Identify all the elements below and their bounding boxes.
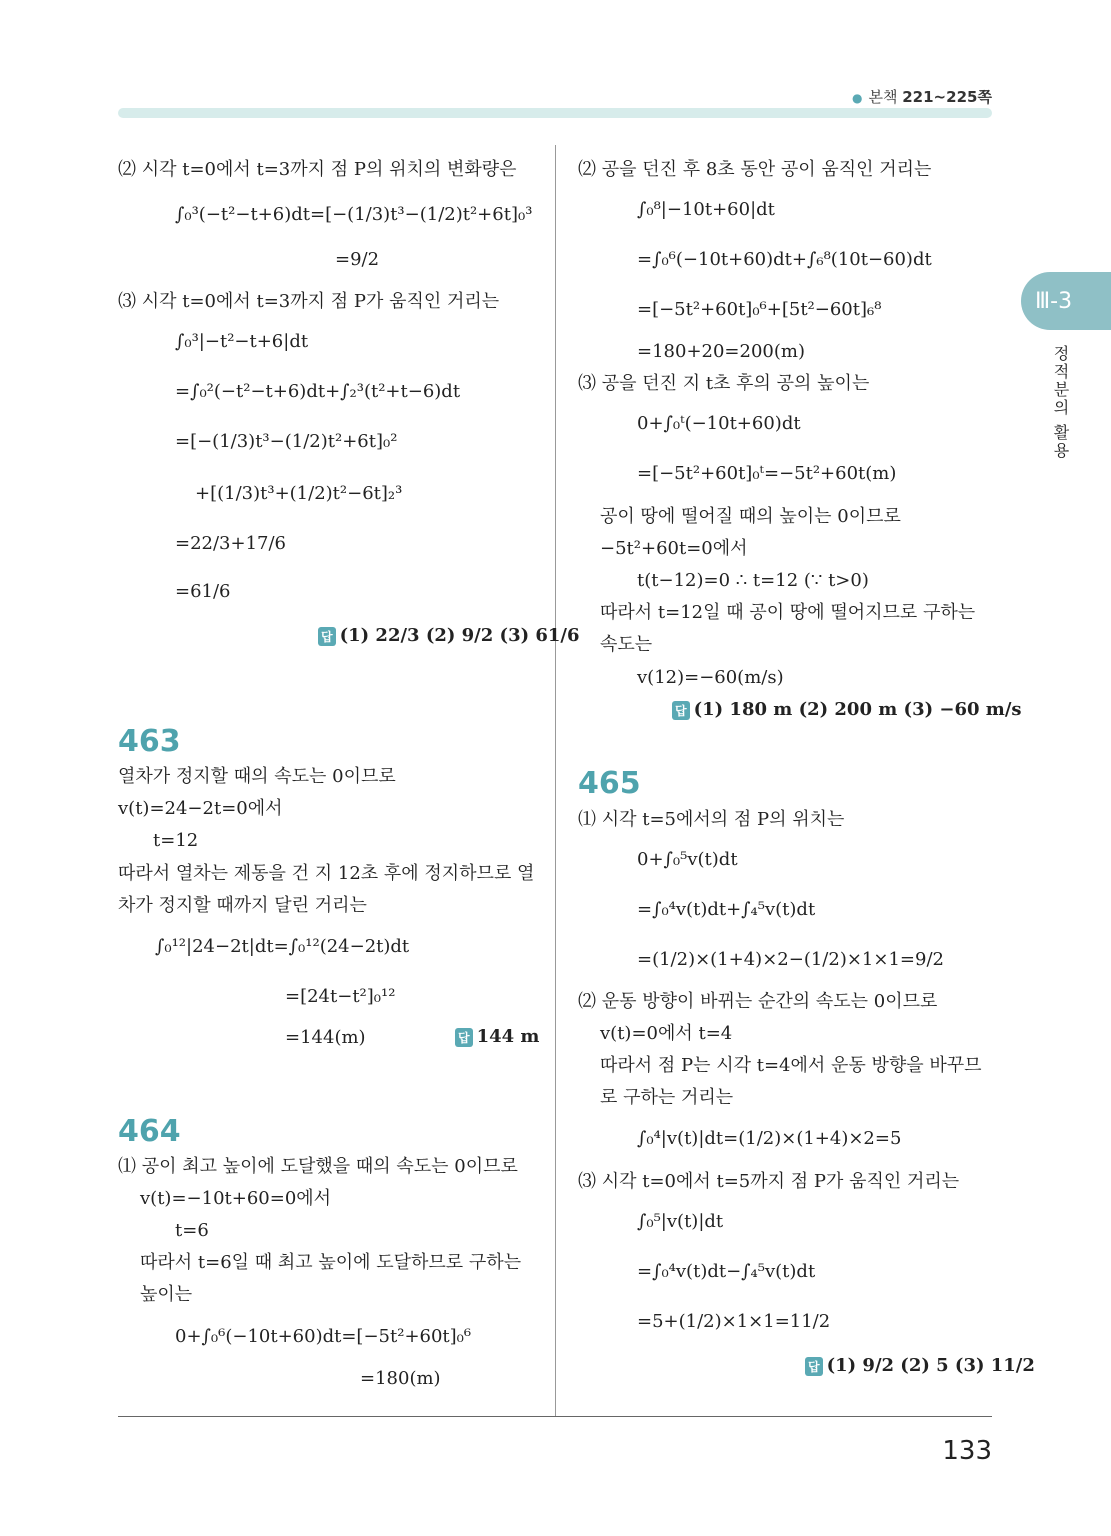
answer-465: [805, 1355, 1035, 1376]
text-line: 따라서 t=12일 때 공이 땅에 떨어지므로 구하는: [600, 602, 976, 623]
text-line: ⑴ 공이 최고 높이에 도달했을 때의 속도는 0이므로: [118, 1156, 518, 1177]
text-line: ⑶ 시각 t=0에서 t=5까지 점 P가 움직인 거리는: [578, 1171, 960, 1192]
text-line: v(12)=−60(m/s): [637, 667, 784, 688]
answer-badge: 답: [805, 1357, 823, 1376]
text-line: t(t−12)=0 ∴ t=12 (∵ t>0): [637, 570, 869, 591]
text-line: t=6: [175, 1220, 209, 1241]
chapter-tab: [1021, 272, 1111, 330]
math-line: ∫₀³(−t²−t+6)dt=[−(1/3)t³−(1/2)t²+6t]₀³: [175, 204, 533, 225]
column-divider: [555, 145, 556, 1417]
math-line: =144(m): [285, 1027, 366, 1048]
math-line: =61/6: [175, 581, 231, 602]
footer-rule: [118, 1416, 992, 1417]
text-line: −5t²+60t=0에서: [600, 538, 748, 559]
answer-text: 144 m: [476, 1026, 540, 1047]
text-line: 따라서 t=6일 때 최고 높이에 도달하므로 구하는: [140, 1252, 522, 1273]
answer-464: [672, 699, 1022, 720]
text-line: v(t)=−10t+60=0에서: [140, 1188, 332, 1209]
text-line: 로 구하는 거리는: [600, 1087, 734, 1108]
text-line: ⑶ 공을 던진 지 t초 후의 공의 높이는: [578, 373, 870, 394]
math-line: ∫₀⁸|−10t+60|dt: [637, 199, 775, 220]
text-line: 따라서 열차는 제동을 건 지 12초 후에 정지하므로 열: [118, 863, 535, 884]
answer-text: (1) 22/3 (2) 9/2 (3) 61/6: [339, 625, 580, 646]
math-line: ∫₀¹²|24−2t|dt=∫₀¹²(24−2t)dt: [155, 936, 410, 957]
text-line: 공이 땅에 떨어질 때의 높이는 0이므로: [600, 506, 901, 527]
ref-label: 본책: [868, 88, 898, 106]
text-line: 높이는: [140, 1284, 193, 1305]
math-line: =∫₀²(−t²−t+6)dt+∫₂³(t²+t−6)dt: [175, 381, 461, 402]
math-line: =[−5t²+60t]₀ᵗ=−5t²+60t(m): [637, 463, 897, 484]
answer-text: (1) 9/2 (2) 5 (3) 11/2: [826, 1355, 1035, 1376]
text-line: ⑴ 시각 t=5에서의 점 P의 위치는: [578, 809, 845, 830]
problem-number: 465: [578, 766, 641, 801]
text-line: ⑵ 공을 던진 후 8초 동안 공이 움직인 거리는: [578, 159, 932, 180]
math-line: 0+∫₀⁶(−10t+60)dt=[−5t²+60t]₀⁶: [175, 1326, 472, 1347]
math-line: =180+20=200(m): [637, 341, 805, 362]
bullet-dot-icon: ●: [852, 91, 863, 105]
problem-number: 463: [118, 724, 181, 759]
math-line: =5+(1/2)×1×1=11/2: [637, 1311, 831, 1332]
math-line: =22/3+17/6: [175, 533, 287, 554]
math-line: =[−(1/3)t³−(1/2)t²+6t]₀²: [175, 431, 398, 452]
answer-badge: 답: [318, 627, 336, 646]
answer-463: [455, 1026, 539, 1047]
chapter-tab-label: Ⅲ-3: [1035, 288, 1073, 314]
math-line: =∫₀⁶(−10t+60)dt+∫₆⁸(10t−60)dt: [637, 249, 932, 270]
math-line: =9/2: [335, 249, 380, 270]
answer-badge: 답: [455, 1028, 473, 1047]
text-line: 차가 정지할 때까지 달린 거리는: [118, 895, 367, 916]
math-line: ∫₀⁴|v(t)|dt=(1/2)×(1+4)×2=5: [637, 1128, 902, 1149]
text-line: v(t)=24−2t=0에서: [118, 798, 283, 819]
math-line: =∫₀⁴v(t)dt−∫₄⁵v(t)dt: [637, 1261, 816, 1282]
answer-text: (1) 180 m (2) 200 m (3) −60 m/s: [693, 699, 1022, 720]
math-line: ∫₀³|−t²−t+6|dt: [175, 331, 309, 352]
text-line: v(t)=0에서 t=4: [600, 1023, 733, 1044]
math-line: =[−5t²+60t]₀⁶+[5t²−60t]₆⁸: [637, 299, 882, 320]
text-line: 속도는: [600, 634, 653, 655]
answer-462: [318, 625, 580, 646]
text-line: 따라서 점 P는 시각 t=4에서 운동 방향을 바꾸므: [600, 1055, 982, 1076]
math-line: 0+∫₀ᵗ(−10t+60)dt: [637, 413, 801, 434]
text-line: ⑶ 시각 t=0에서 t=3까지 점 P가 움직인 거리는: [118, 291, 500, 312]
math-line: +[(1/3)t³+(1/2)t²−6t]₂³: [195, 483, 403, 504]
problem-number: 464: [118, 1114, 181, 1149]
ref-pages: 221~225쪽: [902, 88, 992, 106]
answer-badge: 답: [672, 701, 690, 720]
text-line: t=12: [153, 830, 199, 851]
math-line: =∫₀⁴v(t)dt+∫₄⁵v(t)dt: [637, 899, 816, 920]
math-line: =[24t−t²]₀¹²: [285, 986, 396, 1007]
text-line: ⑵ 운동 방향이 바뀌는 순간의 속도는 0이므로: [578, 991, 938, 1012]
text-line: ⑵ 시각 t=0에서 t=3까지 점 P의 위치의 변화량은: [118, 159, 517, 180]
page-number: 133: [942, 1436, 992, 1466]
header-bar: [118, 108, 992, 118]
math-line: =180(m): [360, 1368, 441, 1389]
math-line: =(1/2)×(1+4)×2−(1/2)×1×1=9/2: [637, 949, 944, 970]
text-line: 열차가 정지할 때의 속도는 0이므로: [118, 766, 396, 787]
math-line: ∫₀⁵|v(t)|dt: [637, 1211, 724, 1232]
page-reference: [852, 86, 992, 107]
chapter-side-title: 정적분의 활용: [1051, 345, 1070, 461]
math-line: 0+∫₀⁵v(t)dt: [637, 849, 738, 870]
